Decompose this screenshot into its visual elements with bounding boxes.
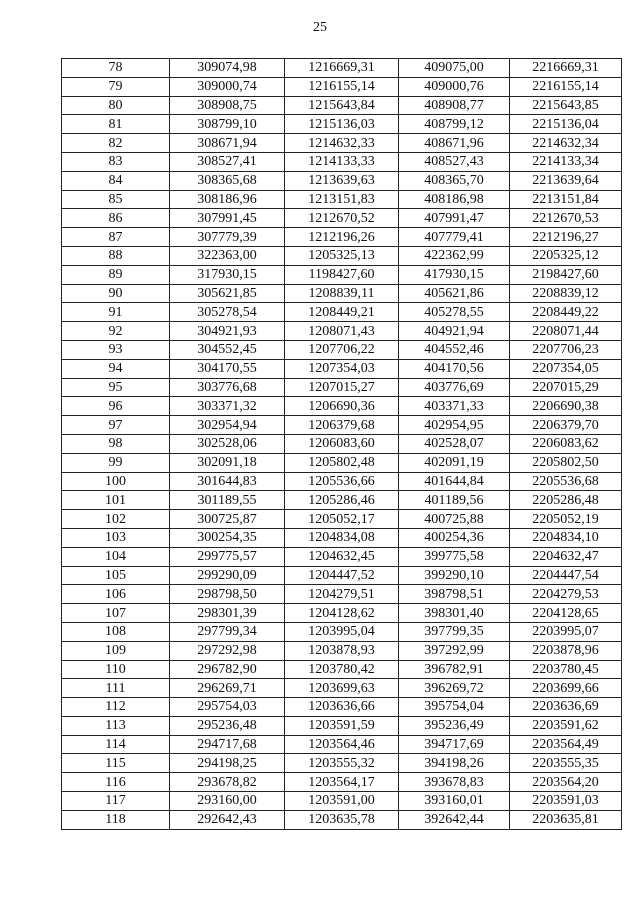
x-coordinate-cell: 302091,18 — [170, 453, 285, 472]
x-coordinate-cell: 305278,54 — [170, 303, 285, 322]
point-number-cell: 105 — [62, 566, 170, 585]
point-number-cell: 91 — [62, 303, 170, 322]
y2-coordinate-cell: 2214133,34 — [510, 152, 622, 171]
point-number-cell: 97 — [62, 416, 170, 435]
table-row — [62, 77, 622, 96]
y-coordinate-cell: 1216669,31 — [285, 59, 399, 78]
x2-coordinate-cell: 408908,77 — [399, 96, 510, 115]
y-coordinate-cell: 1213151,83 — [285, 190, 399, 209]
x-coordinate-cell: 303371,32 — [170, 397, 285, 416]
table-row — [62, 547, 622, 566]
y-coordinate-cell: 1205325,13 — [285, 246, 399, 265]
point-number-cell: 96 — [62, 397, 170, 416]
table-row — [62, 604, 622, 623]
point-number-cell: 82 — [62, 134, 170, 153]
table-row — [62, 773, 622, 792]
x2-coordinate-cell: 401644,84 — [399, 472, 510, 491]
x-coordinate-cell: 294198,25 — [170, 754, 285, 773]
table-row — [62, 453, 622, 472]
point-number-cell: 98 — [62, 434, 170, 453]
x2-coordinate-cell: 397292,99 — [399, 641, 510, 660]
table-row — [62, 96, 622, 115]
point-number-cell: 84 — [62, 171, 170, 190]
point-number-cell: 111 — [62, 679, 170, 698]
y2-coordinate-cell: 2203878,96 — [510, 641, 622, 660]
x-coordinate-cell: 302954,94 — [170, 416, 285, 435]
y2-coordinate-cell: 2203780,45 — [510, 660, 622, 679]
point-number-cell: 86 — [62, 209, 170, 228]
x-coordinate-cell: 302528,06 — [170, 434, 285, 453]
y-coordinate-cell: 1213639,63 — [285, 171, 399, 190]
table-row — [62, 716, 622, 735]
table-row — [62, 510, 622, 529]
x-coordinate-cell: 299775,57 — [170, 547, 285, 566]
point-number-cell: 109 — [62, 641, 170, 660]
point-number-cell: 102 — [62, 510, 170, 529]
x2-coordinate-cell: 403371,33 — [399, 397, 510, 416]
table-row — [62, 340, 622, 359]
y-coordinate-cell: 1207706,22 — [285, 340, 399, 359]
point-number-cell: 87 — [62, 228, 170, 247]
x-coordinate-cell: 304170,55 — [170, 359, 285, 378]
x2-coordinate-cell: 402954,95 — [399, 416, 510, 435]
x-coordinate-cell: 301189,55 — [170, 491, 285, 510]
table-row — [62, 792, 622, 811]
y2-coordinate-cell: 2212196,27 — [510, 228, 622, 247]
x-coordinate-cell: 296269,71 — [170, 679, 285, 698]
y-coordinate-cell: 1207015,27 — [285, 378, 399, 397]
point-number-cell: 99 — [62, 453, 170, 472]
y-coordinate-cell: 1198427,60 — [285, 265, 399, 284]
y-coordinate-cell: 1206690,36 — [285, 397, 399, 416]
y-coordinate-cell: 1203878,93 — [285, 641, 399, 660]
y-coordinate-cell: 1214632,33 — [285, 134, 399, 153]
point-number-cell: 88 — [62, 246, 170, 265]
x-coordinate-cell: 297799,34 — [170, 622, 285, 641]
point-number-cell: 79 — [62, 77, 170, 96]
y-coordinate-cell: 1206379,68 — [285, 416, 399, 435]
table-row — [62, 59, 622, 78]
point-number-cell: 103 — [62, 528, 170, 547]
coordinates-table — [61, 58, 622, 830]
table-row — [62, 491, 622, 510]
y2-coordinate-cell: 2203555,35 — [510, 754, 622, 773]
y-coordinate-cell: 1212670,52 — [285, 209, 399, 228]
table-row — [62, 641, 622, 660]
x2-coordinate-cell: 399775,58 — [399, 547, 510, 566]
x2-coordinate-cell: 396782,91 — [399, 660, 510, 679]
y-coordinate-cell: 1203995,04 — [285, 622, 399, 641]
y-coordinate-cell: 1203699,63 — [285, 679, 399, 698]
point-number-cell: 90 — [62, 284, 170, 303]
y2-coordinate-cell: 2208071,44 — [510, 322, 622, 341]
point-number-cell: 104 — [62, 547, 170, 566]
table-row — [62, 246, 622, 265]
table-row — [62, 171, 622, 190]
y2-coordinate-cell: 2212670,53 — [510, 209, 622, 228]
y-coordinate-cell: 1203564,46 — [285, 735, 399, 754]
y2-coordinate-cell: 2204279,53 — [510, 585, 622, 604]
table-row — [62, 134, 622, 153]
table-row — [62, 322, 622, 341]
x-coordinate-cell: 308186,96 — [170, 190, 285, 209]
x2-coordinate-cell: 393678,83 — [399, 773, 510, 792]
y2-coordinate-cell: 2203995,07 — [510, 622, 622, 641]
x2-coordinate-cell: 396269,72 — [399, 679, 510, 698]
x-coordinate-cell: 307991,45 — [170, 209, 285, 228]
x2-coordinate-cell: 403776,69 — [399, 378, 510, 397]
x2-coordinate-cell: 408365,70 — [399, 171, 510, 190]
y2-coordinate-cell: 2216669,31 — [510, 59, 622, 78]
y-coordinate-cell: 1208071,43 — [285, 322, 399, 341]
y-coordinate-cell: 1212196,26 — [285, 228, 399, 247]
table-row — [62, 152, 622, 171]
table-row — [62, 209, 622, 228]
point-number-cell: 114 — [62, 735, 170, 754]
point-number-cell: 115 — [62, 754, 170, 773]
table-row — [62, 472, 622, 491]
table-row — [62, 585, 622, 604]
y-coordinate-cell: 1204128,62 — [285, 604, 399, 623]
point-number-cell: 92 — [62, 322, 170, 341]
point-number-cell: 107 — [62, 604, 170, 623]
point-number-cell: 113 — [62, 716, 170, 735]
table-row — [62, 190, 622, 209]
point-number-cell: 89 — [62, 265, 170, 284]
point-number-cell: 94 — [62, 359, 170, 378]
y-coordinate-cell: 1215136,03 — [285, 115, 399, 134]
x2-coordinate-cell: 417930,15 — [399, 265, 510, 284]
x-coordinate-cell: 309074,98 — [170, 59, 285, 78]
x-coordinate-cell: 308799,10 — [170, 115, 285, 134]
y2-coordinate-cell: 2205052,19 — [510, 510, 622, 529]
x2-coordinate-cell: 394717,69 — [399, 735, 510, 754]
y-coordinate-cell: 1208839,11 — [285, 284, 399, 303]
x2-coordinate-cell: 394198,26 — [399, 754, 510, 773]
table-row — [62, 359, 622, 378]
table-row — [62, 378, 622, 397]
x-coordinate-cell: 307779,39 — [170, 228, 285, 247]
x2-coordinate-cell: 399290,10 — [399, 566, 510, 585]
y-coordinate-cell: 1216155,14 — [285, 77, 399, 96]
x-coordinate-cell: 294717,68 — [170, 735, 285, 754]
x2-coordinate-cell: 407779,41 — [399, 228, 510, 247]
x-coordinate-cell: 304552,45 — [170, 340, 285, 359]
x-coordinate-cell: 308365,68 — [170, 171, 285, 190]
y-coordinate-cell: 1205286,46 — [285, 491, 399, 510]
y-coordinate-cell: 1204447,52 — [285, 566, 399, 585]
y2-coordinate-cell: 2203699,66 — [510, 679, 622, 698]
point-number-cell: 117 — [62, 792, 170, 811]
y-coordinate-cell: 1203591,59 — [285, 716, 399, 735]
table-row — [62, 303, 622, 322]
x-coordinate-cell: 300254,35 — [170, 528, 285, 547]
y-coordinate-cell: 1204834,08 — [285, 528, 399, 547]
x-coordinate-cell: 301644,83 — [170, 472, 285, 491]
table-row — [62, 679, 622, 698]
x2-coordinate-cell: 408527,43 — [399, 152, 510, 171]
x-coordinate-cell: 304921,93 — [170, 322, 285, 341]
x-coordinate-cell: 309000,74 — [170, 77, 285, 96]
point-number-cell: 100 — [62, 472, 170, 491]
x-coordinate-cell: 292642,43 — [170, 810, 285, 829]
y2-coordinate-cell: 2213639,64 — [510, 171, 622, 190]
table-row — [62, 698, 622, 717]
x2-coordinate-cell: 404552,46 — [399, 340, 510, 359]
x2-coordinate-cell: 402091,19 — [399, 453, 510, 472]
x2-coordinate-cell: 409000,76 — [399, 77, 510, 96]
point-number-cell: 95 — [62, 378, 170, 397]
point-number-cell: 108 — [62, 622, 170, 641]
table-row — [62, 397, 622, 416]
point-number-cell: 81 — [62, 115, 170, 134]
y-coordinate-cell: 1203555,32 — [285, 754, 399, 773]
x2-coordinate-cell: 402528,07 — [399, 434, 510, 453]
y2-coordinate-cell: 2205286,48 — [510, 491, 622, 510]
x2-coordinate-cell: 398798,51 — [399, 585, 510, 604]
x2-coordinate-cell: 398301,40 — [399, 604, 510, 623]
y-coordinate-cell: 1203780,42 — [285, 660, 399, 679]
y2-coordinate-cell: 2206083,62 — [510, 434, 622, 453]
y2-coordinate-cell: 2203564,20 — [510, 773, 622, 792]
y2-coordinate-cell: 2205325,12 — [510, 246, 622, 265]
y2-coordinate-cell: 2203636,69 — [510, 698, 622, 717]
x2-coordinate-cell: 400254,36 — [399, 528, 510, 547]
y2-coordinate-cell: 2207354,05 — [510, 359, 622, 378]
x2-coordinate-cell: 401189,56 — [399, 491, 510, 510]
x2-coordinate-cell: 395236,49 — [399, 716, 510, 735]
table-row — [62, 735, 622, 754]
x-coordinate-cell: 317930,15 — [170, 265, 285, 284]
table-row — [62, 810, 622, 829]
point-number-cell: 116 — [62, 773, 170, 792]
y2-coordinate-cell: 2204834,10 — [510, 528, 622, 547]
point-number-cell: 78 — [62, 59, 170, 78]
y2-coordinate-cell: 2216155,14 — [510, 77, 622, 96]
x-coordinate-cell: 293678,82 — [170, 773, 285, 792]
y2-coordinate-cell: 2208449,22 — [510, 303, 622, 322]
y2-coordinate-cell: 2207706,23 — [510, 340, 622, 359]
x2-coordinate-cell: 408186,98 — [399, 190, 510, 209]
y2-coordinate-cell: 2204632,47 — [510, 547, 622, 566]
table-row — [62, 528, 622, 547]
y2-coordinate-cell: 2215136,04 — [510, 115, 622, 134]
x-coordinate-cell: 305621,85 — [170, 284, 285, 303]
y2-coordinate-cell: 2214632,34 — [510, 134, 622, 153]
y-coordinate-cell: 1207354,03 — [285, 359, 399, 378]
x2-coordinate-cell: 407991,47 — [399, 209, 510, 228]
table-row — [62, 416, 622, 435]
x-coordinate-cell: 308671,94 — [170, 134, 285, 153]
x-coordinate-cell: 293160,00 — [170, 792, 285, 811]
y-coordinate-cell: 1214133,33 — [285, 152, 399, 171]
point-number-cell: 110 — [62, 660, 170, 679]
point-number-cell: 118 — [62, 810, 170, 829]
x2-coordinate-cell: 404170,56 — [399, 359, 510, 378]
point-number-cell: 112 — [62, 698, 170, 717]
y2-coordinate-cell: 2203564,49 — [510, 735, 622, 754]
table-row — [62, 265, 622, 284]
coordinates-table-body — [62, 59, 622, 830]
table-row — [62, 622, 622, 641]
x2-coordinate-cell: 408671,96 — [399, 134, 510, 153]
y-coordinate-cell: 1208449,21 — [285, 303, 399, 322]
point-number-cell: 85 — [62, 190, 170, 209]
x-coordinate-cell: 303776,68 — [170, 378, 285, 397]
table-row — [62, 566, 622, 585]
x-coordinate-cell: 308908,75 — [170, 96, 285, 115]
point-number-cell: 93 — [62, 340, 170, 359]
y-coordinate-cell: 1215643,84 — [285, 96, 399, 115]
x2-coordinate-cell: 405278,55 — [399, 303, 510, 322]
y-coordinate-cell: 1204279,51 — [285, 585, 399, 604]
y-coordinate-cell: 1205052,17 — [285, 510, 399, 529]
y2-coordinate-cell: 2205536,68 — [510, 472, 622, 491]
x2-coordinate-cell: 409075,00 — [399, 59, 510, 78]
x2-coordinate-cell: 395754,04 — [399, 698, 510, 717]
x2-coordinate-cell: 393160,01 — [399, 792, 510, 811]
y2-coordinate-cell: 2207015,29 — [510, 378, 622, 397]
x2-coordinate-cell: 392642,44 — [399, 810, 510, 829]
x2-coordinate-cell: 397799,35 — [399, 622, 510, 641]
table-row — [62, 434, 622, 453]
x-coordinate-cell: 295236,48 — [170, 716, 285, 735]
y2-coordinate-cell: 2206379,70 — [510, 416, 622, 435]
y-coordinate-cell: 1205536,66 — [285, 472, 399, 491]
y2-coordinate-cell: 2208839,12 — [510, 284, 622, 303]
x2-coordinate-cell: 400725,88 — [399, 510, 510, 529]
table-row — [62, 754, 622, 773]
table-row — [62, 228, 622, 247]
point-number-cell: 80 — [62, 96, 170, 115]
y2-coordinate-cell: 2203591,03 — [510, 792, 622, 811]
point-number-cell: 106 — [62, 585, 170, 604]
point-number-cell: 83 — [62, 152, 170, 171]
page-number: 25 — [313, 20, 327, 35]
y-coordinate-cell: 1204632,45 — [285, 547, 399, 566]
y-coordinate-cell: 1206083,60 — [285, 434, 399, 453]
x-coordinate-cell: 300725,87 — [170, 510, 285, 529]
x-coordinate-cell: 296782,90 — [170, 660, 285, 679]
y2-coordinate-cell: 2215643,85 — [510, 96, 622, 115]
y-coordinate-cell: 1203636,66 — [285, 698, 399, 717]
y2-coordinate-cell: 2205802,50 — [510, 453, 622, 472]
y-coordinate-cell: 1203564,17 — [285, 773, 399, 792]
x2-coordinate-cell: 422362,99 — [399, 246, 510, 265]
y2-coordinate-cell: 2203591,62 — [510, 716, 622, 735]
x-coordinate-cell: 308527,41 — [170, 152, 285, 171]
table-row — [62, 660, 622, 679]
table-row — [62, 115, 622, 134]
x-coordinate-cell: 322363,00 — [170, 246, 285, 265]
x-coordinate-cell: 299290,09 — [170, 566, 285, 585]
y2-coordinate-cell: 2203635,81 — [510, 810, 622, 829]
x-coordinate-cell: 297292,98 — [170, 641, 285, 660]
x-coordinate-cell: 298798,50 — [170, 585, 285, 604]
y2-coordinate-cell: 2198427,60 — [510, 265, 622, 284]
y2-coordinate-cell: 2204128,65 — [510, 604, 622, 623]
y2-coordinate-cell: 2204447,54 — [510, 566, 622, 585]
point-number-cell: 101 — [62, 491, 170, 510]
y-coordinate-cell: 1205802,48 — [285, 453, 399, 472]
y-coordinate-cell: 1203591,00 — [285, 792, 399, 811]
x2-coordinate-cell: 405621,86 — [399, 284, 510, 303]
x2-coordinate-cell: 404921,94 — [399, 322, 510, 341]
table-row — [62, 284, 622, 303]
y-coordinate-cell: 1203635,78 — [285, 810, 399, 829]
x-coordinate-cell: 298301,39 — [170, 604, 285, 623]
x2-coordinate-cell: 408799,12 — [399, 115, 510, 134]
y2-coordinate-cell: 2213151,84 — [510, 190, 622, 209]
x-coordinate-cell: 295754,03 — [170, 698, 285, 717]
y2-coordinate-cell: 2206690,38 — [510, 397, 622, 416]
